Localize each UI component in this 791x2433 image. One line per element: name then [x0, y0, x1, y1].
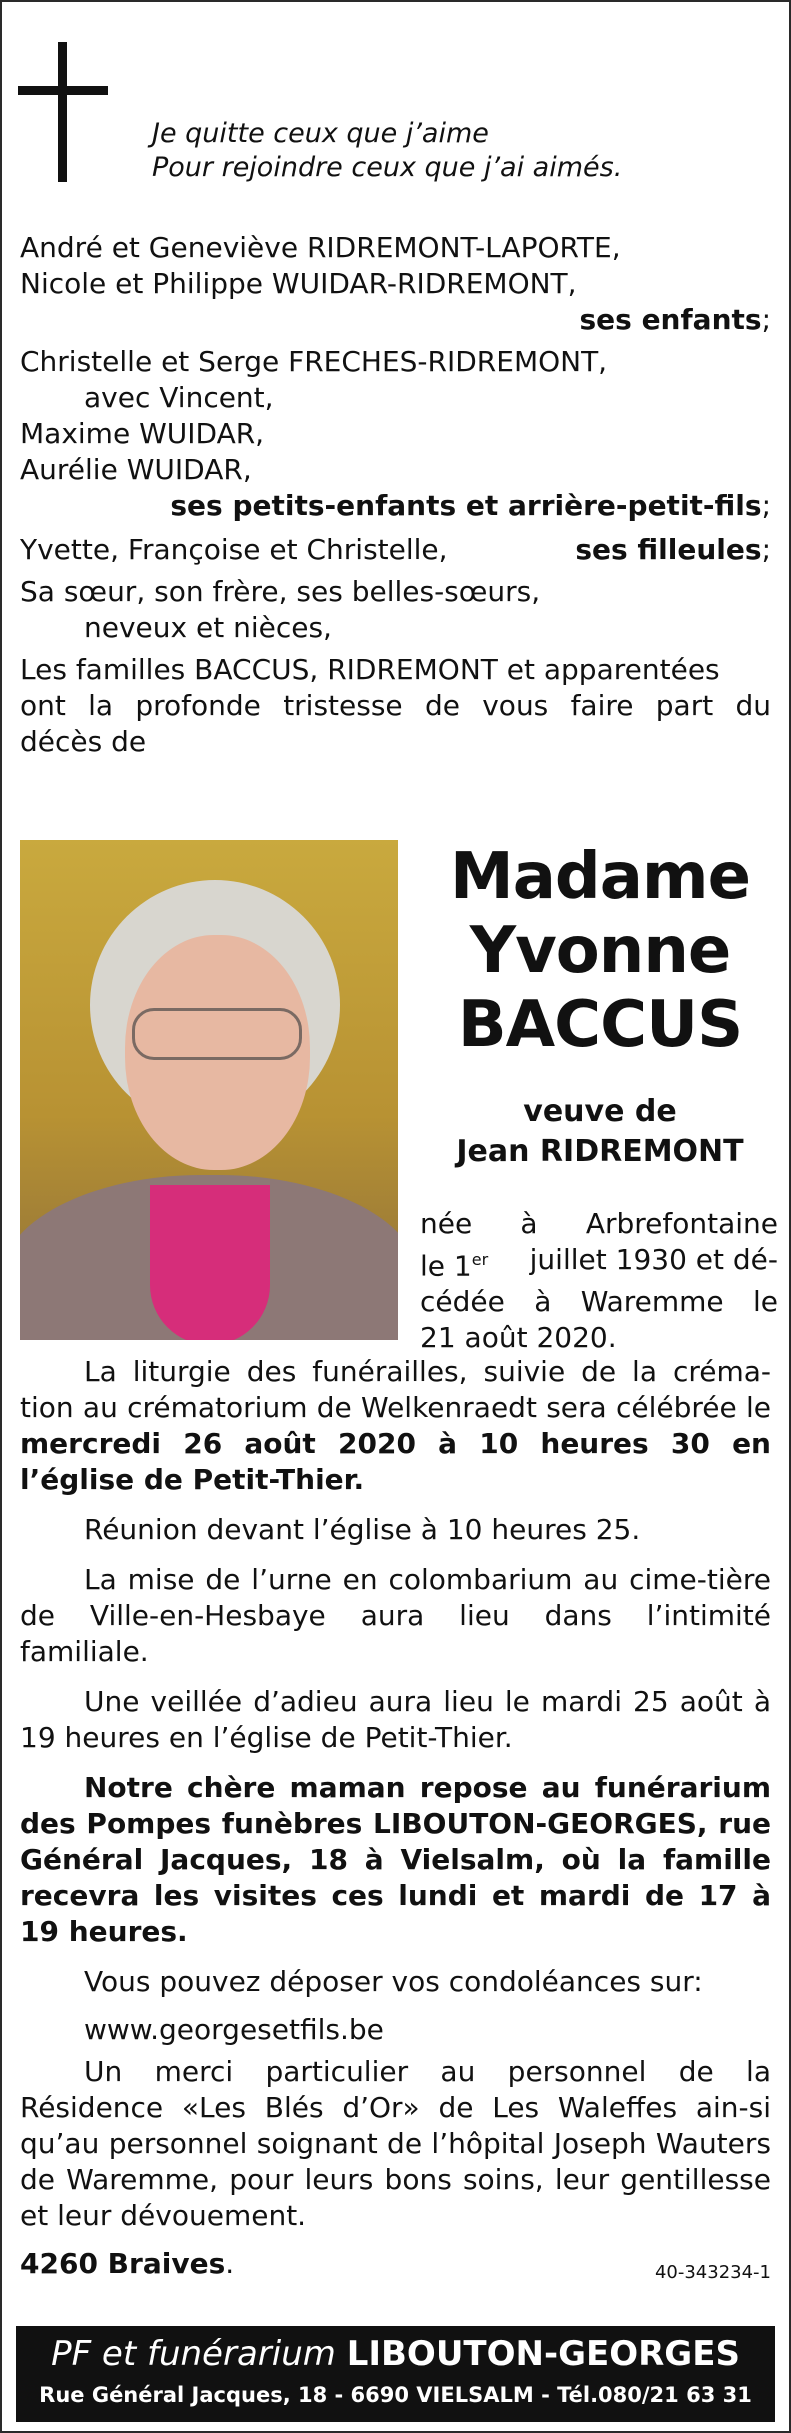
deceased-last-name: BACCUS: [457, 988, 743, 1062]
announce-line: décès de: [20, 725, 147, 758]
vigil-paragraph: Une veillée d’adieu aura lieu le mardi 25 août à 19 heures en l’église de Petit-Thier.: [20, 1685, 771, 1754]
born-line: cédée à Waremme le: [420, 1285, 778, 1319]
grandchild-line: avec Vincent,: [84, 381, 274, 414]
semicolon: ;: [761, 533, 771, 566]
child-line: André et Geneviève RIDREMONT-LAPORTE,: [20, 231, 621, 264]
semicolon: ;: [761, 303, 771, 336]
siblings-line: Sa sœur, son frère, ses belles-sœurs,: [20, 575, 541, 608]
godchildren-names: Yvette, Françoise et Christelle,: [20, 533, 448, 566]
deceased-first-name: Yvonne: [469, 914, 731, 988]
deceased-title: Madame: [450, 840, 750, 914]
funeral-home-paragraph: Notre chère maman repose au funérarium des Pompes funèbres LIBOUTON-GEORGES, rue Général Jacques, 18 à Vielsalm, où la famille recevra les visites ces lundi et mardi de 17 à 19 heures.: [20, 1771, 771, 1948]
grandchild-line: Aurélie WUIDAR,: [20, 453, 252, 486]
children-label-line: [20, 302, 771, 338]
urn-paragraph: La mise de l’urne en colombarium au cime-tière de Ville-en-Hesbaye aura lieu dans l’intimité familiale.: [20, 1563, 771, 1668]
grandchildren-label-line: [20, 488, 771, 524]
meeting-paragraph: Réunion devant l’église à 10 heures 25.: [84, 1513, 641, 1546]
portrait-photo: [20, 840, 398, 1340]
birth-death-info: [420, 1206, 778, 1356]
widow-of: veuve de: [523, 1094, 677, 1129]
born-day: le 1: [420, 1249, 472, 1283]
funeral-home-banner: [16, 2326, 775, 2422]
child-line: Nicole et Philippe WUIDAR-RIDREMONT,: [20, 267, 577, 300]
thanks-paragraph: Un merci particulier au personnel de la Résidence «Les Blés d’Or» de Les Waleffes ain-si qu’au personnel soignant de l’hôpital Joseph Wauters de Waremme, pour leurs bons soins, leur gentillesse et leur dévouement.: [20, 2055, 771, 2232]
grandchild-line: Maxime WUIDAR,: [20, 417, 265, 450]
liturgy-date: mercredi 26 août 2020 à 10 heures 30 en l’église de Petit-Thier.: [20, 1427, 771, 1496]
verse: [152, 117, 622, 185]
banner-prefix: PF et funérarium: [51, 2334, 347, 2374]
born-sup: er: [471, 1250, 489, 1269]
born-line: 21 août 2020.: [420, 1321, 617, 1355]
condolences-text: Vous pouvez déposer vos condoléances sur:: [84, 1965, 703, 1998]
verse-line: Pour rejoindre ceux que j’ai aimés.: [152, 152, 623, 183]
announce-line: ont la profonde tristesse de vous faire part du: [20, 689, 771, 722]
place-end: .: [225, 2247, 235, 2280]
liturgy-paragraph: [20, 1354, 771, 1498]
semicolon: ;: [761, 489, 771, 522]
banner-address: Rue Général Jacques, 18 - 6690 VIELSALM - Tél.080/21 63 31: [39, 2383, 752, 2407]
verse-line: Je quitte ceux que j’aime: [152, 118, 489, 149]
husband-name: Jean RIDREMONT: [456, 1134, 744, 1169]
born-line: [420, 1242, 778, 1284]
children-label: ses enfants: [579, 303, 762, 336]
siblings-line: neveux et nièces,: [84, 611, 332, 644]
godchildren-label: ses filleules: [575, 533, 762, 566]
liturgy-text: La liturgie des funérailles, suivie de la créma-tion au crématorium de Welkenraedt sera célébrée le: [20, 1355, 771, 1424]
condolences-section: [20, 1964, 771, 2282]
grandchildren-label: ses petits-enfants et arrière-petit-fils: [170, 489, 762, 522]
cross-icon: [18, 42, 108, 182]
banner-company: LIBOUTON-GEORGES: [346, 2334, 740, 2374]
reference-number: 40-343234-1: [654, 2262, 771, 2283]
family-list: [20, 230, 771, 760]
grandchild-line: Christelle et Serge FRECHES-RIDREMONT,: [20, 345, 608, 378]
banner-title: [16, 2326, 775, 2378]
ceremony-info: [20, 1354, 771, 1950]
born-line: née à Arbrefontaine: [420, 1207, 778, 1240]
born-date: juillet 1930 et dé-: [529, 1243, 778, 1276]
godchildren-line: [20, 532, 771, 568]
place-name: 4260 Braives: [20, 2247, 226, 2280]
families-line: Les familles BACCUS, RIDREMONT et apparentées: [20, 653, 720, 686]
condolences-url[interactable]: www.georgesetfils.be: [84, 2013, 384, 2046]
